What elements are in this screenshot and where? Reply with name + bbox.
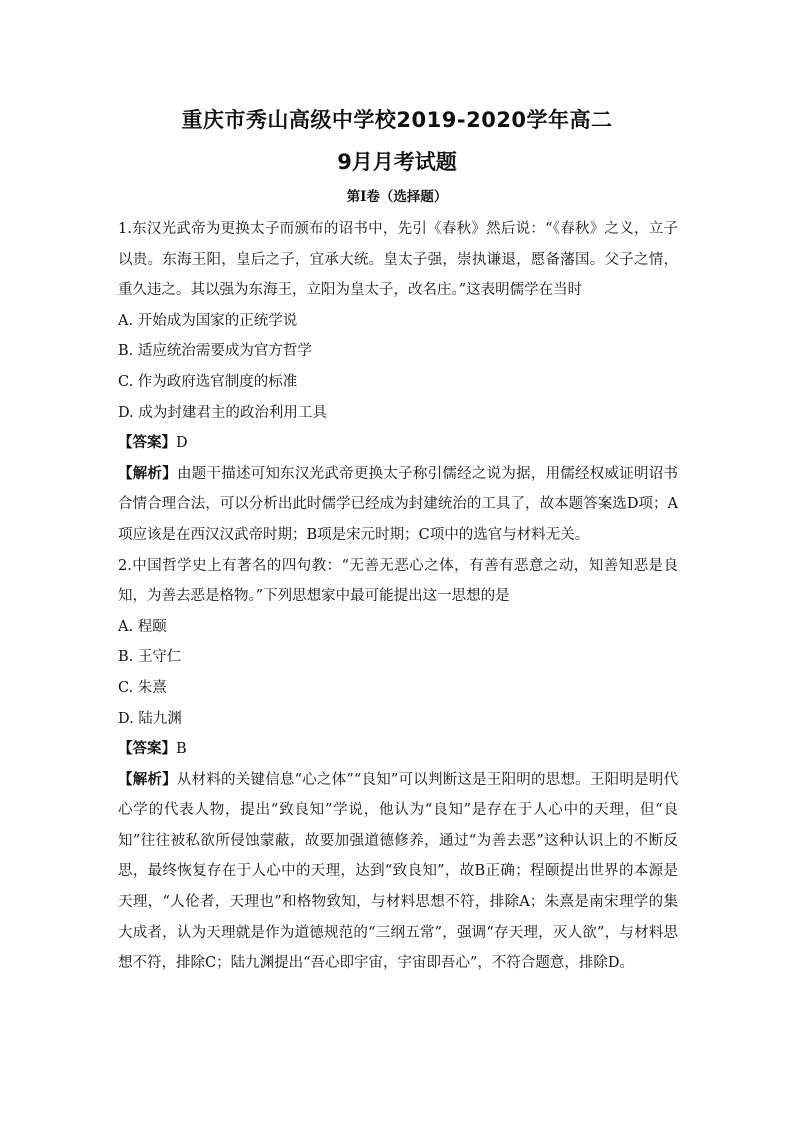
analysis-text: 从材料的关键信息“心之体”“良知”可以判断这是王阳明的思想。王阳明是明代心学的代表人物，提出“致良知”学说，他认为“良知”是存在于人心中的天理，但“良知”往往被私欲所侵蚀蒙蔽，故要加强道德修养，通过“为善去恶”这种认识上的不断反思，最终恢复存在于人心中的天理，达到“致良知”，故B正确；程颐提出世界的本源是天理，“人伦者，天理也”和格物致知，与材料思想不符，排除A；朱熹是南宋理学的集大成者，认为天理就是作为道德规范的“三纲五常”，强调“存天理，灭人欲”，与材料思想不符，排除C；陆九渊提出“吾心即宇宙，宇宙即吾心”，不符合题意，排除D。 xyxy=(118,771,679,972)
exam-subtitle: 9月月考试题 xyxy=(337,150,457,174)
answer-value: B xyxy=(176,741,187,758)
answer-label: 【答案】 xyxy=(118,740,176,758)
option-c: C. 朱熹 xyxy=(118,679,167,696)
option-d: D. 陆九渊 xyxy=(118,710,182,727)
option-a: A. 程颐 xyxy=(118,618,167,635)
answer-value: D xyxy=(176,435,188,452)
question-1 xyxy=(118,214,678,551)
option-d: D. 成为封建君主的政治利用工具 xyxy=(118,404,327,421)
option-a: A. 开始成为国家的正统学说 xyxy=(118,312,298,329)
exam-body xyxy=(118,214,678,979)
question-2 xyxy=(118,551,678,979)
answer-label: 【答案】 xyxy=(118,434,176,452)
option-c: C. 作为政府选官制度的标准 xyxy=(118,373,298,390)
question-stem: 2.中国哲学史上有著名的四句教：“无善无恶心之体，有善有恶意之动，知善知恶是良知，为善去恶是格物。”下列思想家中最可能提出这一思想的是 xyxy=(118,557,678,605)
analysis-label: 【解析】 xyxy=(118,770,177,788)
analysis-text: 由题干描述可知东汉光武帝更换太子称引儒经之说为据，用儒经权威证明诏书合情合理合法，可以分析出此时儒学已经成为封建统治的工具了，故本题答案选D项；A项应该是在西汉汉武帝时期；B项是宋元时期；C项中的选官与材料无关。 xyxy=(118,465,679,543)
answer-line xyxy=(118,428,678,459)
question-stem: 1.东汉光武帝为更换太子而颁布的诏书中，先引《春秋》然后说：“《春秋》之义，立子以贵。东海王阳，皇后之子，宜承大统。皇太子强，崇执谦退，愿备藩国。父子之情，重久违之。其以强为东海王，立阳为皇太子，改名庄。”这表明儒学在当时 xyxy=(118,221,678,299)
exam-title: 重庆市秀山高级中学校2019-2020学年高二 xyxy=(181,108,613,132)
option-b: B. 王守仁 xyxy=(118,649,182,666)
section-heading: 第Ⅰ卷（选择题） xyxy=(346,189,448,205)
analysis-paragraph xyxy=(118,459,678,551)
answer-line xyxy=(118,734,678,765)
option-b: B. 适应统治需要成为官方哲学 xyxy=(118,343,312,360)
analysis-paragraph xyxy=(118,765,678,979)
analysis-label: 【解析】 xyxy=(118,464,177,482)
